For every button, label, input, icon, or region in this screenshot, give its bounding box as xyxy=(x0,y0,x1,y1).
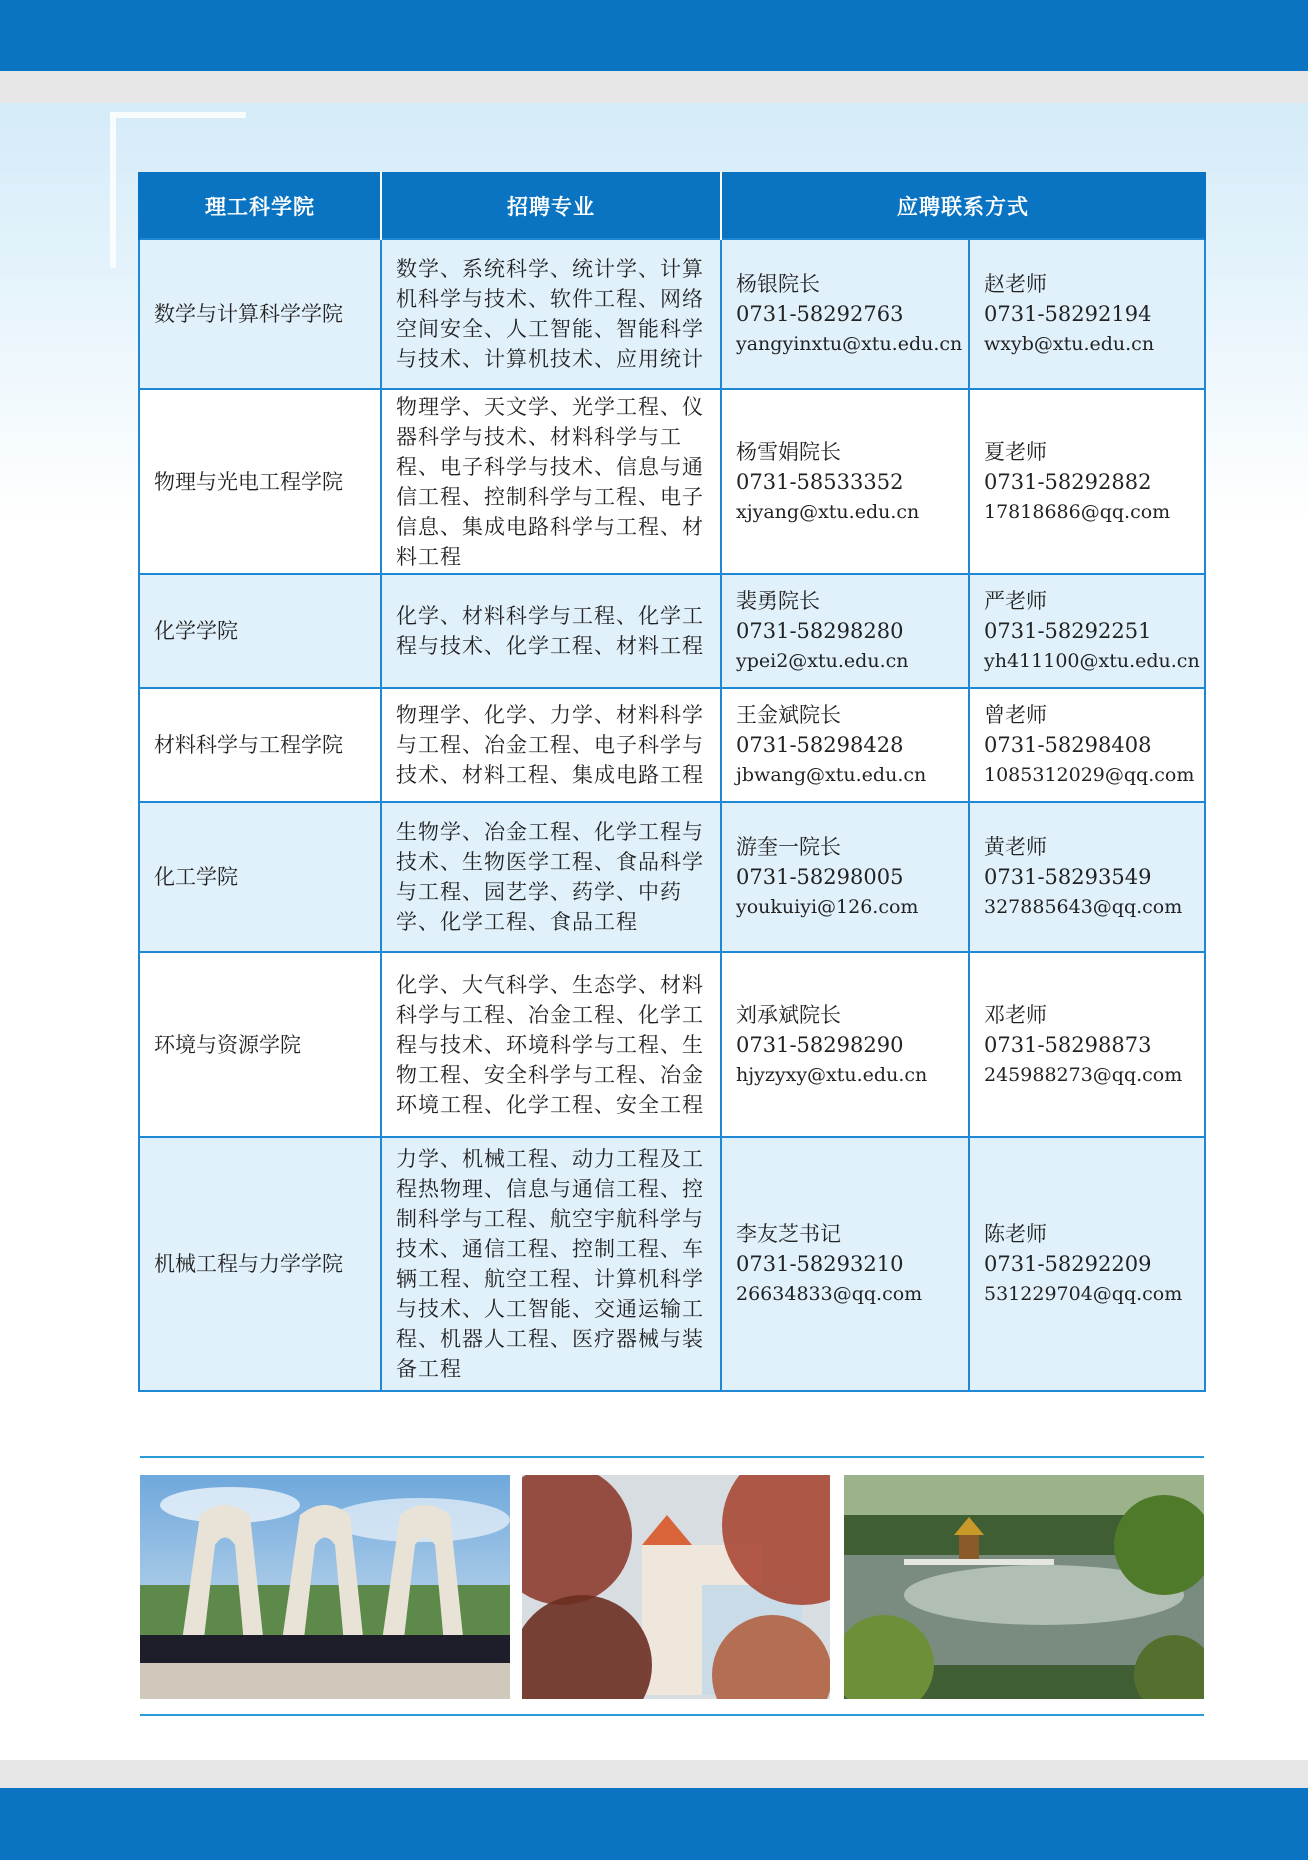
contact-phone[interactable]: 0731-58298408 xyxy=(984,733,1152,757)
contact-phone[interactable]: 0731-58298428 xyxy=(736,733,904,757)
contact-email[interactable]: 26634833@qq.com xyxy=(736,1283,923,1305)
contact-email[interactable]: hjyzyxy@xtu.edu.cn xyxy=(736,1063,928,1086)
contact-phone[interactable]: 0731-58292882 xyxy=(984,469,1152,494)
college-name: 环境与资源学院 xyxy=(139,952,381,1137)
contact-name: 夏老师 xyxy=(984,439,1047,464)
secondary-contact xyxy=(969,1137,1205,1391)
contact-name: 严老师 xyxy=(984,589,1047,613)
table-row xyxy=(139,952,1205,1137)
secondary-contact xyxy=(969,389,1205,574)
bottom-gray-band xyxy=(0,1760,1308,1788)
lake-pavilion-photo xyxy=(844,1475,1204,1699)
college-name: 化工学院 xyxy=(139,802,381,952)
contact-name: 邓老师 xyxy=(984,1002,1047,1027)
contact-name: 李友芝书记 xyxy=(736,1222,841,1246)
college-name: 数学与计算科学学院 xyxy=(139,239,381,389)
campus-building-photo xyxy=(522,1475,830,1699)
contact-phone[interactable]: 0731-58298005 xyxy=(736,865,904,889)
contact-email[interactable]: 1085312029@qq.com xyxy=(984,764,1195,786)
college-name: 机械工程与力学学院 xyxy=(139,1137,381,1391)
contact-phone[interactable]: 0731-58298280 xyxy=(736,619,904,643)
table-row xyxy=(139,574,1205,688)
contact-name: 赵老师 xyxy=(984,272,1047,296)
contact-phone[interactable]: 0731-58533352 xyxy=(736,469,904,494)
contact-phone[interactable]: 0731-58292209 xyxy=(984,1252,1152,1276)
contact-phone[interactable]: 0731-58293210 xyxy=(736,1252,904,1276)
contact-email[interactable]: youkuiyi@126.com xyxy=(736,896,919,918)
photo-strip-bottom-rule xyxy=(140,1714,1204,1716)
photo-strip-top-rule xyxy=(140,1456,1204,1458)
secondary-contact xyxy=(969,802,1205,952)
primary-contact xyxy=(721,952,969,1137)
contact-name: 曾老师 xyxy=(984,703,1047,727)
recruitment-table xyxy=(138,172,1206,1392)
primary-contact xyxy=(721,574,969,688)
contact-email[interactable]: yangyinxtu@xtu.edu.cn xyxy=(736,333,963,355)
primary-contact xyxy=(721,688,969,802)
primary-contact xyxy=(721,1137,969,1391)
college-name: 材料科学与工程学院 xyxy=(139,688,381,802)
primary-contact xyxy=(721,802,969,952)
table-row xyxy=(139,1137,1205,1391)
table-header-row xyxy=(139,173,1205,239)
secondary-contact xyxy=(969,952,1205,1137)
header-majors: 招聘专业 xyxy=(381,173,721,239)
contact-phone[interactable]: 0731-58292763 xyxy=(736,302,904,326)
contact-phone[interactable]: 0731-58298873 xyxy=(984,1032,1152,1057)
contact-name: 王金斌院长 xyxy=(736,703,841,727)
contact-email[interactable]: 245988273@qq.com xyxy=(984,1063,1183,1086)
contact-name: 游奎一院长 xyxy=(736,835,841,859)
table-row xyxy=(139,688,1205,802)
contact-name: 陈老师 xyxy=(984,1222,1047,1246)
table-row xyxy=(139,239,1205,389)
college-name: 化学学院 xyxy=(139,574,381,688)
contact-email[interactable]: 531229704@qq.com xyxy=(984,1283,1183,1305)
college-name: 物理与光电工程学院 xyxy=(139,389,381,574)
contact-phone[interactable]: 0731-58292194 xyxy=(984,302,1152,326)
majors-list: 力学、机械工程、动力工程及工程热物理、信息与通信工程、控制科学与工程、航空宇航科学与技术、通信工程、控制工程、车辆工程、航空工程、计算机科学与技术、人工智能、交通运输工程、机器人工程、医疗器械与装备工程 xyxy=(381,1137,721,1391)
majors-list: 化学、大气科学、生态学、材料科学与工程、冶金工程、化学工程与技术、环境科学与工程、生物工程、安全科学与工程、冶金环境工程、化学工程、安全工程 xyxy=(381,952,721,1137)
secondary-contact xyxy=(969,239,1205,389)
table-row xyxy=(139,389,1205,574)
contact-phone[interactable]: 0731-58292251 xyxy=(984,619,1152,643)
top-gray-band xyxy=(0,71,1308,103)
contact-phone[interactable]: 0731-58298290 xyxy=(736,1032,904,1057)
contact-name: 杨雪娟院长 xyxy=(736,439,841,464)
bottom-banner xyxy=(0,1788,1308,1860)
top-banner xyxy=(0,0,1308,71)
table-row xyxy=(139,802,1205,952)
majors-list: 数学、系统科学、统计学、计算机科学与技术、软件工程、网络空间安全、人工智能、智能科学与技术、计算机技术、应用统计 xyxy=(381,239,721,389)
graduation-arches-photo xyxy=(140,1475,510,1699)
contact-name: 裴勇院长 xyxy=(736,589,820,613)
contact-email[interactable]: xjyang@xtu.edu.cn xyxy=(736,500,920,523)
majors-list: 物理学、化学、力学、材料科学与工程、冶金工程、电子科学与技术、材料工程、集成电路工程 xyxy=(381,688,721,802)
primary-contact xyxy=(721,239,969,389)
contact-name: 杨银院长 xyxy=(736,272,820,296)
contact-email[interactable]: wxyb@xtu.edu.cn xyxy=(984,333,1155,355)
contact-email[interactable]: jbwang@xtu.edu.cn xyxy=(736,764,927,786)
majors-list: 物理学、天文学、光学工程、仪器科学与技术、材料科学与工程、电子科学与技术、信息与通信工程、控制科学与工程、电子信息、集成电路科学与工程、材料工程 xyxy=(381,389,721,574)
contact-name: 刘承斌院长 xyxy=(736,1002,841,1027)
header-college: 理工科学院 xyxy=(139,173,381,239)
header-contact: 应聘联系方式 xyxy=(721,173,1205,239)
contact-name: 黄老师 xyxy=(984,835,1047,859)
secondary-contact xyxy=(969,688,1205,802)
majors-list: 生物学、冶金工程、化学工程与技术、生物医学工程、食品科学与工程、园艺学、药学、中药学、化学工程、食品工程 xyxy=(381,802,721,952)
contact-email[interactable]: 327885643@qq.com xyxy=(984,896,1183,918)
contact-email[interactable]: yh411100@xtu.edu.cn xyxy=(984,650,1200,672)
contact-phone[interactable]: 0731-58293549 xyxy=(984,865,1152,889)
majors-list: 化学、材料科学与工程、化学工程与技术、化学工程、材料工程 xyxy=(381,574,721,688)
contact-email[interactable]: 17818686@qq.com xyxy=(984,500,1171,523)
secondary-contact xyxy=(969,574,1205,688)
primary-contact xyxy=(721,389,969,574)
contact-email[interactable]: ypei2@xtu.edu.cn xyxy=(736,650,909,672)
